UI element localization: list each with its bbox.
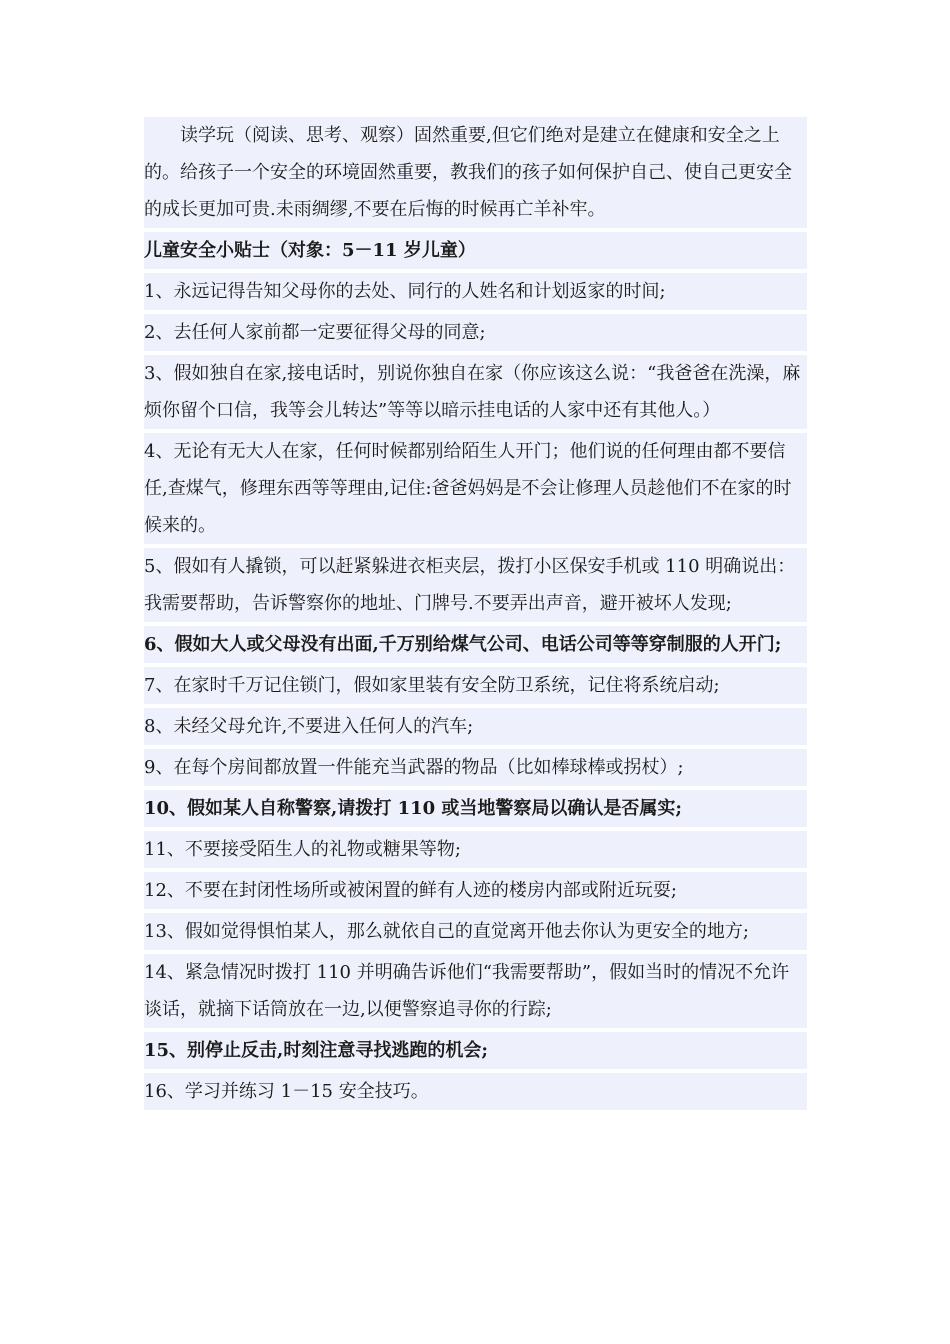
- tip-item-1: 1、永远记得告知父母你的去处、同行的人姓名和计划返家的时间;: [144, 273, 807, 310]
- tip-item-15: 15、别停止反击,时刻注意寻找逃跑的机会;: [144, 1032, 807, 1069]
- tip-item-11: 11、不要接受陌生人的礼物或糖果等物;: [144, 831, 807, 868]
- tip-item-2: 2、去任何人家前都一定要征得父母的同意;: [144, 314, 807, 351]
- tip-item-5: 5、假如有人撬锁，可以赶紧躲进衣柜夹层，拨打小区保安手机或 110 明确说出：我需要帮助，告诉警察你的地址、门牌号.不要弄出声音，避开被坏人发现;: [144, 548, 807, 622]
- tip-item-8: 8、未经父母允许,不要进入任何人的汽车;: [144, 708, 807, 745]
- document-body: [144, 117, 807, 1110]
- tip-item-13: 13、假如觉得惧怕某人，那么就依自己的直觉离开他去你认为更安全的地方;: [144, 913, 807, 950]
- section-heading: 儿童安全小贴士（对象：5－11 岁儿童）: [144, 232, 807, 269]
- tip-item-14: 14、紧急情况时拨打 110 并明确告诉他们“我需要帮助”，假如当时的情况不允许谈话，就摘下话筒放在一边,以便警察追寻你的行踪;: [144, 954, 807, 1028]
- tip-item-3: 3、假如独自在家,接电话时，别说你独自在家（你应该这么说：“我爸爸在洗澡，麻烦你留个口信，我等会儿转达”等等以暗示挂电话的人家中还有其他人。）: [144, 355, 807, 429]
- tip-item-12: 12、不要在封闭性场所或被闲置的鲜有人迹的楼房内部或附近玩耍;: [144, 872, 807, 909]
- tip-item-6: 6、假如大人或父母没有出面,千万别给煤气公司、电话公司等等穿制服的人开门;: [144, 626, 807, 663]
- tip-item-10: 10、假如某人自称警察,请拨打 110 或当地警察局以确认是否属实;: [144, 790, 807, 827]
- tip-item-16: 16、学习并练习 1－15 安全技巧。: [144, 1073, 807, 1110]
- tip-item-4: 4、无论有无大人在家，任何时候都别给陌生人开门；他们说的任何理由都不要信任,查煤气，修理东西等等理由,记住:爸爸妈妈是不会让修理人员趁他们不在家的时候来的。: [144, 433, 807, 544]
- intro-paragraph: 读学玩（阅读、思考、观察）固然重要,但它们绝对是建立在健康和安全之上的。给孩子一个安全的环境固然重要，教我们的孩子如何保护自己、使自己更安全的成长更加可贵.未雨绸缪,不要在后悔的时候再亡羊补牢。: [144, 117, 807, 228]
- tip-item-7: 7、在家时千万记住锁门，假如家里装有安全防卫系统，记住将系统启动;: [144, 667, 807, 704]
- tip-item-9: 9、在每个房间都放置一件能充当武器的物品（比如棒球棒或拐杖）;: [144, 749, 807, 786]
